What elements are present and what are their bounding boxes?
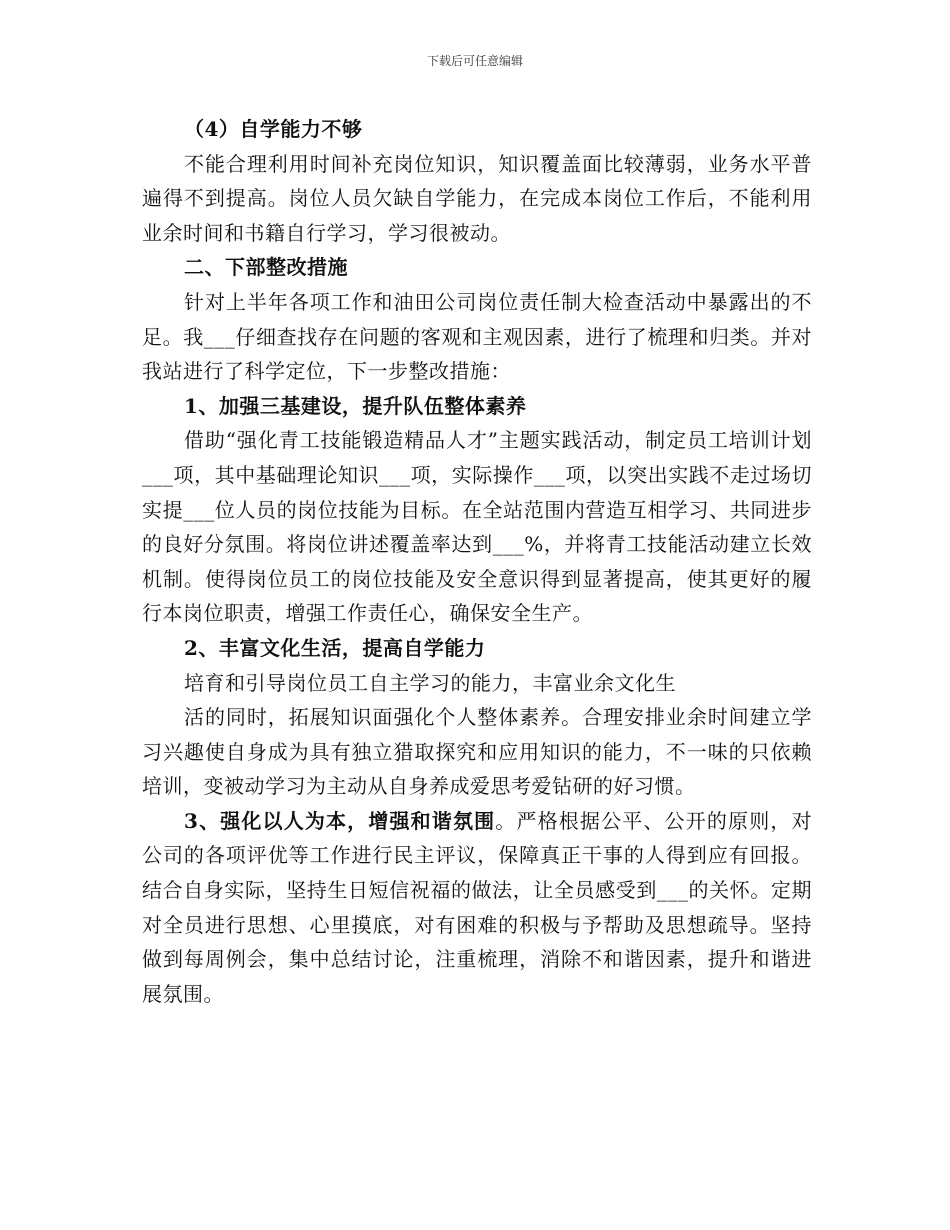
paragraph-measure-2b: 活的同时，拓展知识面强化个人整体素养。合理安排业余时间建立学习兴趣使自身成为具有独立猎取探究和应用知识的能力，不一味的只依赖培训，变被动学习为主动从自身养成爱思考爱钻研的好习惯。 bbox=[142, 705, 812, 799]
subheading-measure-1: 1、加强三基建设，提升队伍整体素养 bbox=[184, 393, 527, 418]
document-body bbox=[142, 112, 812, 1011]
paragraph-measure-3 bbox=[142, 804, 812, 1012]
subheading-measure-2: 2、丰富文化生活，提高自学能力 bbox=[184, 635, 486, 660]
subheading-measure-3: 3、强化以人为本，增强和谐氛围 bbox=[184, 808, 496, 833]
paragraph-self-study: 不能合理利用时间补充岗位知识，知识覆盖面比较薄弱，业务水平普遍得不到提高。岗位人员欠缺自学能力，在完成本岗位工作后，不能利用业余时间和书籍自行学习，学习很被动。 bbox=[142, 151, 812, 245]
paragraph-measure-3-text: 。严格根据公平、公开的原则，对公司的各项评优等工作进行民主评议，保障真正干事的人得到应有回报。结合自身实际，坚持生日短信祝福的做法，让全员感受到___的关怀。定期对全员进行思想、心里摸底，对有困难的积极与予帮助及思想疏导。坚持做到每周例会，集中总结讨论，注重梳理，消除不和谐因素，提升和谐进展氛围。 bbox=[142, 808, 813, 1006]
section-heading-measures: 二、下部整改措施 bbox=[184, 255, 348, 280]
section-heading-self-study: （4）自学能力不够 bbox=[184, 117, 363, 141]
page-header-note: 下载后可任意编辑 bbox=[426, 54, 523, 68]
paragraph-measure-2a: 培育和引导岗位员工自主学习的能力，丰富业余文化生 bbox=[184, 670, 676, 695]
paragraph-measures: 针对上半年各项工作和油田公司岗位责任制大检查活动中暴露出的不足。我___仔细查找存在问题的客观和主观因素，进行了梳理和归类。并对我站进行了科学定位，下一步整改措施： bbox=[142, 289, 812, 384]
paragraph-measure-1: 借助“强化青工技能锻造精品人才”主题实践活动，制定员工培训计划___项，其中基础理论知识___项，实际操作___项，以突出实践不走过场切实提___位人员的岗位技能为目标。在全站范围内营造互相学习、共同进步的良好分氛围。将岗位讲述覆盖率达到___%，并将青工技能活动建立长效机制。使得岗位员工的岗位技能及安全意识得到显著提高，使其更好的履行本岗位职责，增强工作责任心，确保安全生产。 bbox=[142, 428, 812, 626]
